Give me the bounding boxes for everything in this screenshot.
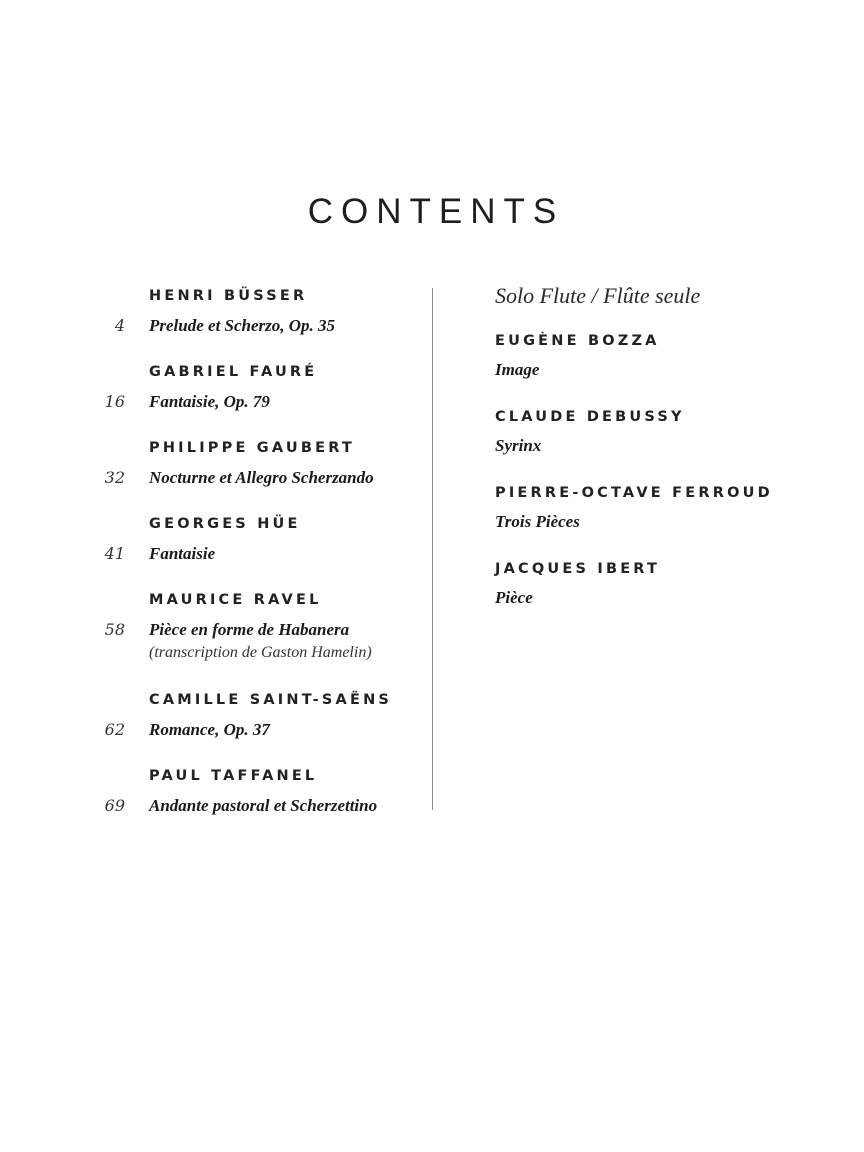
- work-title: Pièce: [495, 588, 533, 607]
- work-row: [96, 543, 416, 565]
- work-title: Fantaisie, Op. 79: [149, 392, 270, 411]
- work-row: [96, 719, 416, 741]
- composer-name: GABRIEL FAURÉ: [149, 364, 318, 380]
- section-heading: Solo Flute / Flûte seule: [495, 283, 701, 308]
- page-number: 32: [104, 468, 125, 487]
- work-title: Romance, Op. 37: [149, 720, 270, 739]
- composer-name: HENRI BÜSSER: [149, 288, 308, 304]
- toc-entry: [495, 408, 835, 457]
- page-number: 69: [104, 796, 125, 815]
- work-title: Prelude et Scherzo, Op. 35: [149, 316, 336, 335]
- work-title: Trois Pièces: [495, 512, 580, 531]
- composer-name: EUGÈNE BOZZA: [495, 333, 660, 349]
- work-title: Nocturne et Allegro Scherzando: [149, 468, 374, 487]
- work-row: [495, 511, 835, 533]
- composer-name: PHILIPPE GAUBERT: [149, 440, 356, 456]
- toc-entry: [96, 363, 416, 413]
- column-divider: [432, 288, 433, 810]
- page-number: 16: [104, 392, 125, 411]
- page-number: 58: [104, 620, 125, 639]
- toc-right-column: [495, 282, 835, 636]
- page-title: CONTENTS: [307, 192, 565, 231]
- work-title: Andante pastoral et Scherzettino: [149, 796, 378, 815]
- toc-entry: [495, 560, 835, 609]
- work-note: (transcription de Gaston Hamelin): [149, 644, 372, 661]
- composer-name: JACQUES IBERT: [495, 561, 661, 577]
- toc-entry: [495, 484, 835, 533]
- work-title: Pièce en forme de Habanera: [149, 620, 350, 639]
- composer-name: CLAUDE DEBUSSY: [495, 409, 685, 425]
- page-number: 41: [104, 544, 125, 563]
- work-title: Fantaisie: [149, 544, 216, 563]
- page-number: 62: [104, 720, 125, 739]
- work-row: [495, 587, 835, 609]
- toc-left-column: [96, 287, 416, 843]
- composer-name: PIERRE-OCTAVE FERROUD: [495, 485, 773, 501]
- work-title: Syrinx: [495, 436, 542, 455]
- composer-name: CAMILLE SAINT-SAËNS: [149, 692, 393, 708]
- toc-entry: [96, 591, 416, 665]
- composer-name: PAUL TAFFANEL: [149, 768, 318, 784]
- work-row: [96, 795, 416, 817]
- work-row: [96, 391, 416, 413]
- toc-entry: [495, 332, 835, 381]
- composer-name: MAURICE RAVEL: [149, 592, 322, 608]
- toc-entry: [96, 439, 416, 489]
- work-row: [96, 619, 416, 641]
- toc-entry: [96, 691, 416, 741]
- toc-entry: [96, 767, 416, 817]
- toc-entry: [96, 515, 416, 565]
- work-row: [495, 435, 835, 457]
- toc-entry: [96, 287, 416, 337]
- page-number: 4: [114, 316, 125, 335]
- work-row: [96, 315, 416, 337]
- work-row: [495, 359, 835, 381]
- work-row: [96, 467, 416, 489]
- work-title: Image: [495, 360, 540, 379]
- composer-name: GEORGES HÜE: [149, 516, 301, 532]
